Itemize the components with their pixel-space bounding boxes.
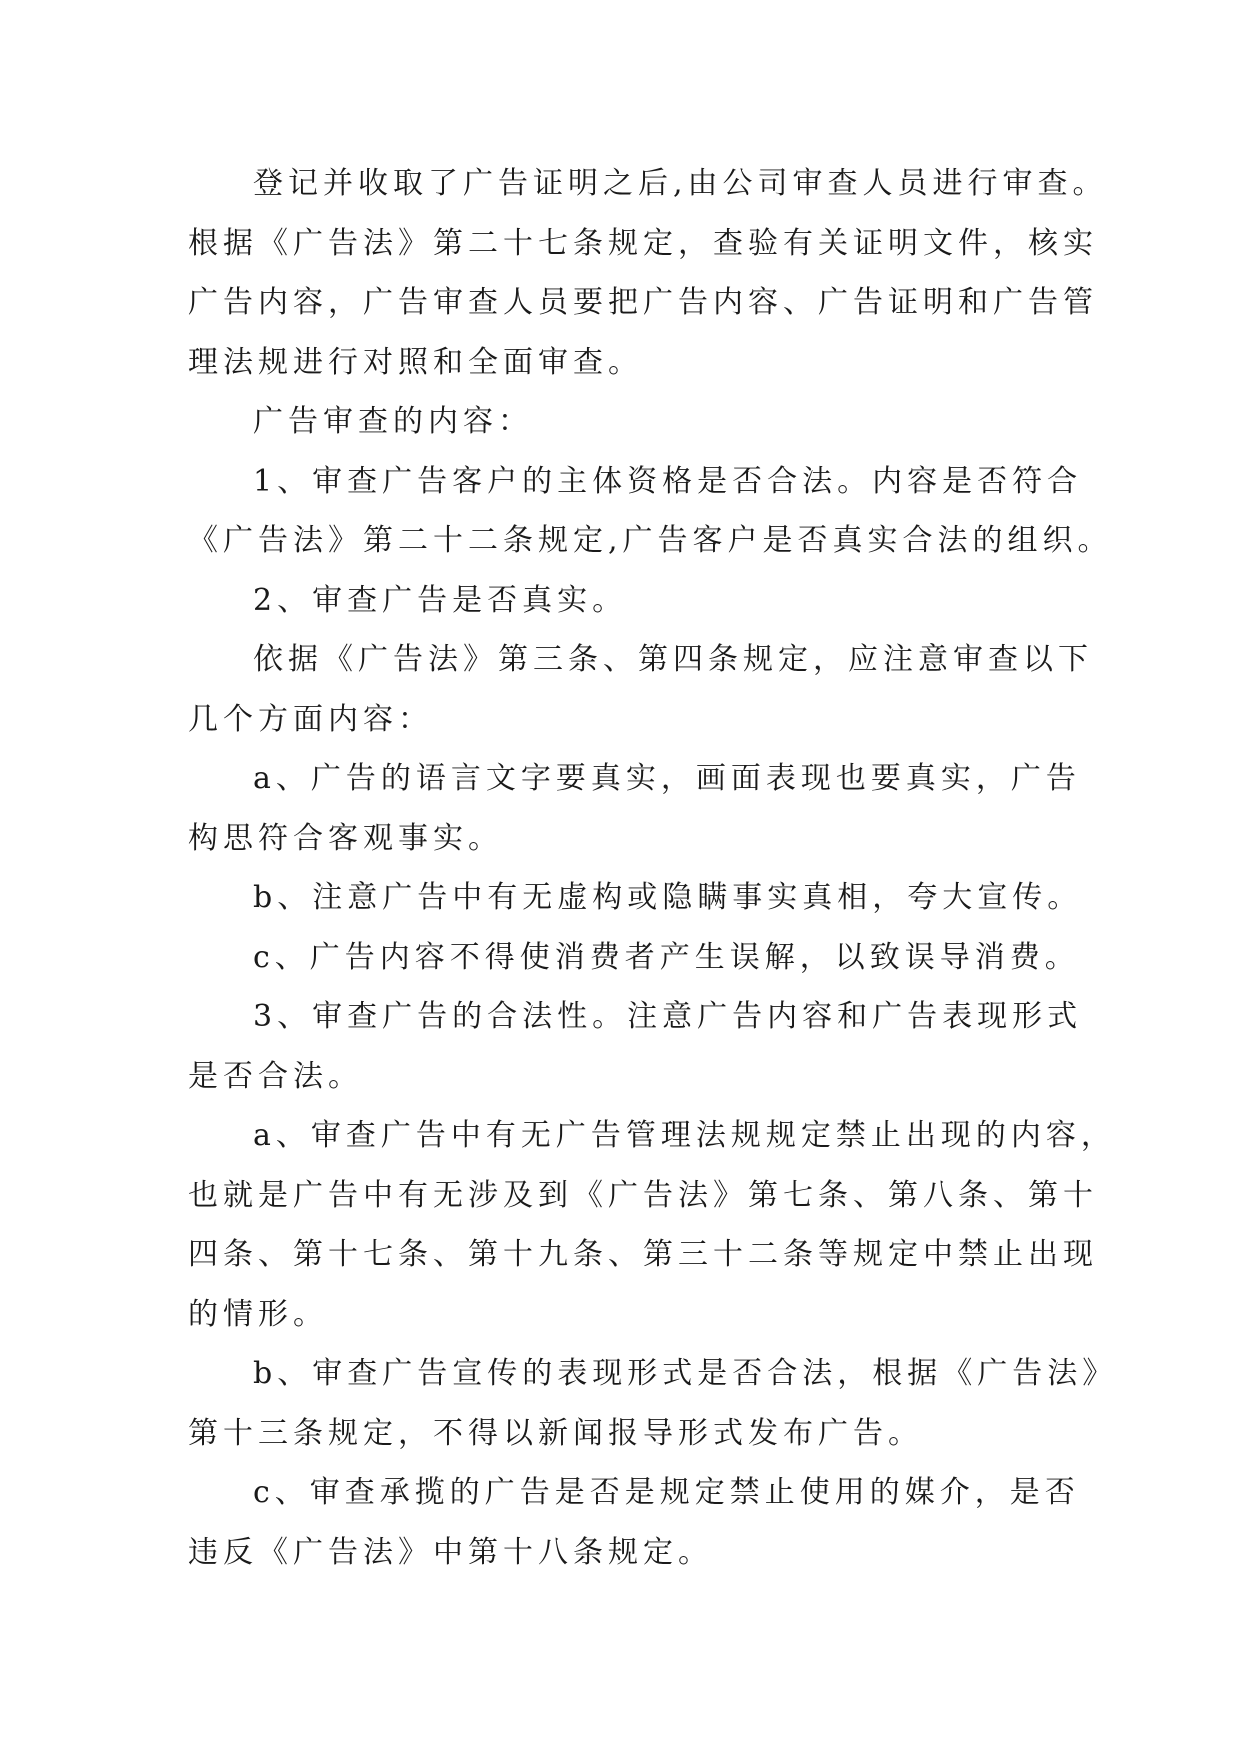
text-line: a、广告的语言文字要真实，画面表现也要真实，广告 xyxy=(253,761,1081,796)
text-line: 广告审查的内容： xyxy=(253,404,533,439)
text-line: 《广告法》第二十二条规定,广告客户是否真实合法的组织。 xyxy=(188,523,1113,558)
text-line: 四条、第十七条、第十九条、第三十二条等规定中禁止出现 xyxy=(188,1237,1098,1272)
text-line: 构思符合客观事实。 xyxy=(188,821,503,856)
text-line: 第十三条规定，不得以新闻报导形式发布广告。 xyxy=(188,1416,923,1451)
text-line: 也就是广告中有无涉及到《广告法》第七条、第八条、第十 xyxy=(188,1178,1098,1213)
text-line: 登记并收取了广告证明之后,由公司审查人员进行审查。 xyxy=(253,166,1108,201)
text-line: 广告内容，广告审查人员要把广告内容、广告证明和广告管 xyxy=(188,285,1098,320)
text-line: 是否合法。 xyxy=(188,1059,363,1094)
text-line: 的情形。 xyxy=(188,1297,328,1332)
text-line: 理法规进行对照和全面审查。 xyxy=(188,345,643,380)
text-line: a、审查广告中有无广告管理法规规定禁止出现的内容， xyxy=(253,1118,1116,1153)
text-line: 1、审查广告客户的主体资格是否合法。内容是否符合 xyxy=(253,464,1083,499)
text-line: 3、审查广告的合法性。注意广告内容和广告表现形式 xyxy=(253,999,1083,1034)
text-line: 违反《广告法》中第十八条规定。 xyxy=(188,1535,713,1570)
text-line: 根据《广告法》第二十七条规定，查验有关证明文件，核实 xyxy=(188,226,1098,261)
text-line: b、审查广告宣传的表现形式是否合法，根据《广告法》 xyxy=(253,1356,1118,1391)
text-line: 2、审查广告是否真实。 xyxy=(253,583,628,618)
text-line: 几个方面内容： xyxy=(188,702,433,737)
text-line: c、广告内容不得使消费者产生误解，以致误导消费。 xyxy=(253,940,1080,975)
text-line: b、注意广告中有无虚构或隐瞒事实真相，夸大宣传。 xyxy=(253,880,1083,915)
text-line: c、审查承揽的广告是否是规定禁止使用的媒介，是否 xyxy=(253,1475,1080,1510)
text-line: 依据《广告法》第三条、第四条规定，应注意审查以下 xyxy=(253,642,1093,677)
